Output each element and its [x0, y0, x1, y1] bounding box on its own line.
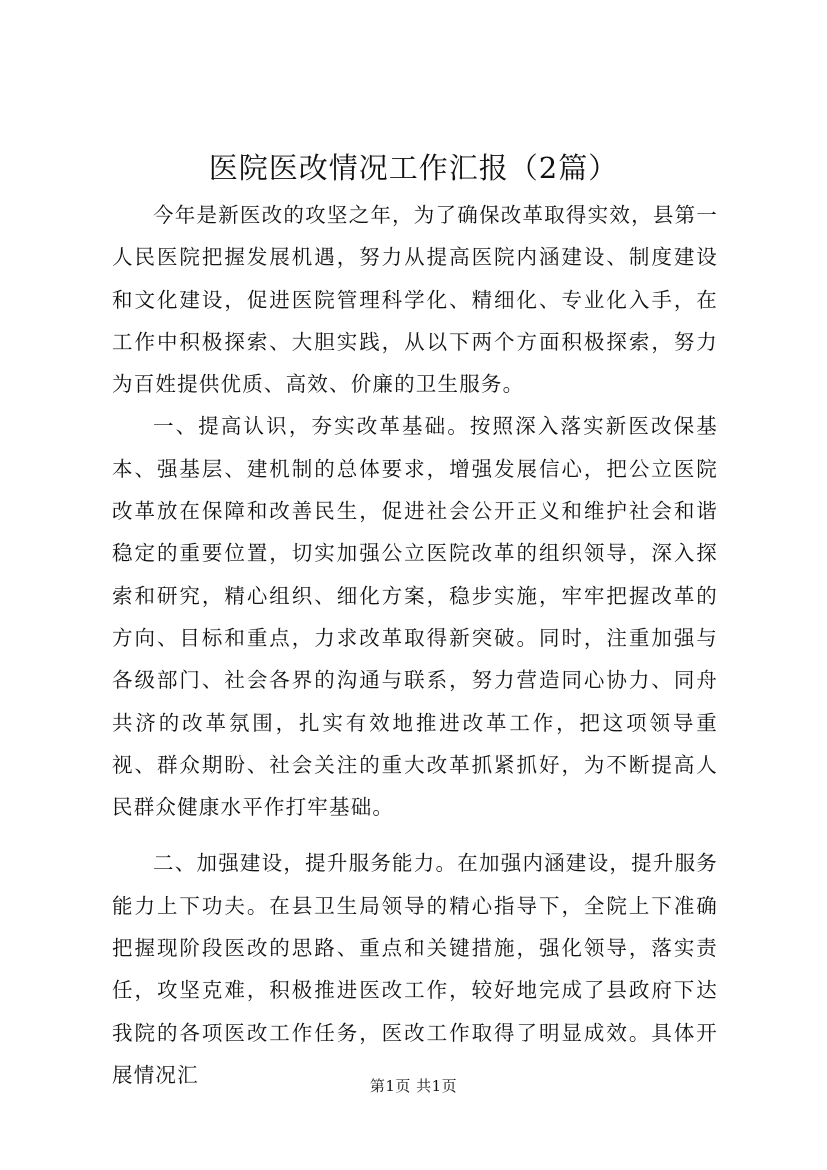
paragraph-section-one: 一、提高认识，夯实改革基础。按照深入落实新医改保基本、强基层、建机制的总体要求，增强发展信心，把公立医院改革放在保障和改善民生，促进社会公开正义和维护社会和谐稳定的重要位置，切实加强公立医院改革的组织领导，深入探索和研究，精心组织、细化方案，稳步实施，牢牢把握改革的方向、目标和重点，力求改革取得新突破。同时，注重加强与各级部门、社会各界的沟通与联系，努力营造同心协力、同舟共济的改革氛围，扎实有效地推进改革工作，把这项领导重视、群众期盼、社会关注的重大改革抓紧抓好，为不断提高人民群众健康水平作打牢基础。	[112, 414, 718, 820]
document-body	[112, 194, 718, 1096]
page-footer: 第1页 共1页	[369, 1077, 458, 1095]
paragraph-intro: 今年是新医改的攻坚之年，为了确保改革取得实效，县第一人民医院把握发展机遇，努力从提高医院内涵建设、制度建设和文化建设，促进医院管理科学化、精细化、专业化入手，在工作中积极探索、大胆实践，从以下两个方面积极探索，努力为百姓提供优质、高效、价廉的卫生服务。	[112, 203, 718, 397]
document-title: 医院医改情况工作汇报（2篇）	[208, 151, 619, 185]
paragraph-section-two: 二、加强建设，提升服务能力。在加强内涵建设，提升服务能力上下功夫。在县卫生局领导的精心指导下，全院上下准确把握现阶段医改的思路、重点和关键措施，强化领导，落实责任，攻坚克难，积极推进医改工作，较好地完成了县政府下达我院的各项医改工作任务，医改工作取得了明显成效。具体开展情况汇	[112, 851, 718, 1087]
